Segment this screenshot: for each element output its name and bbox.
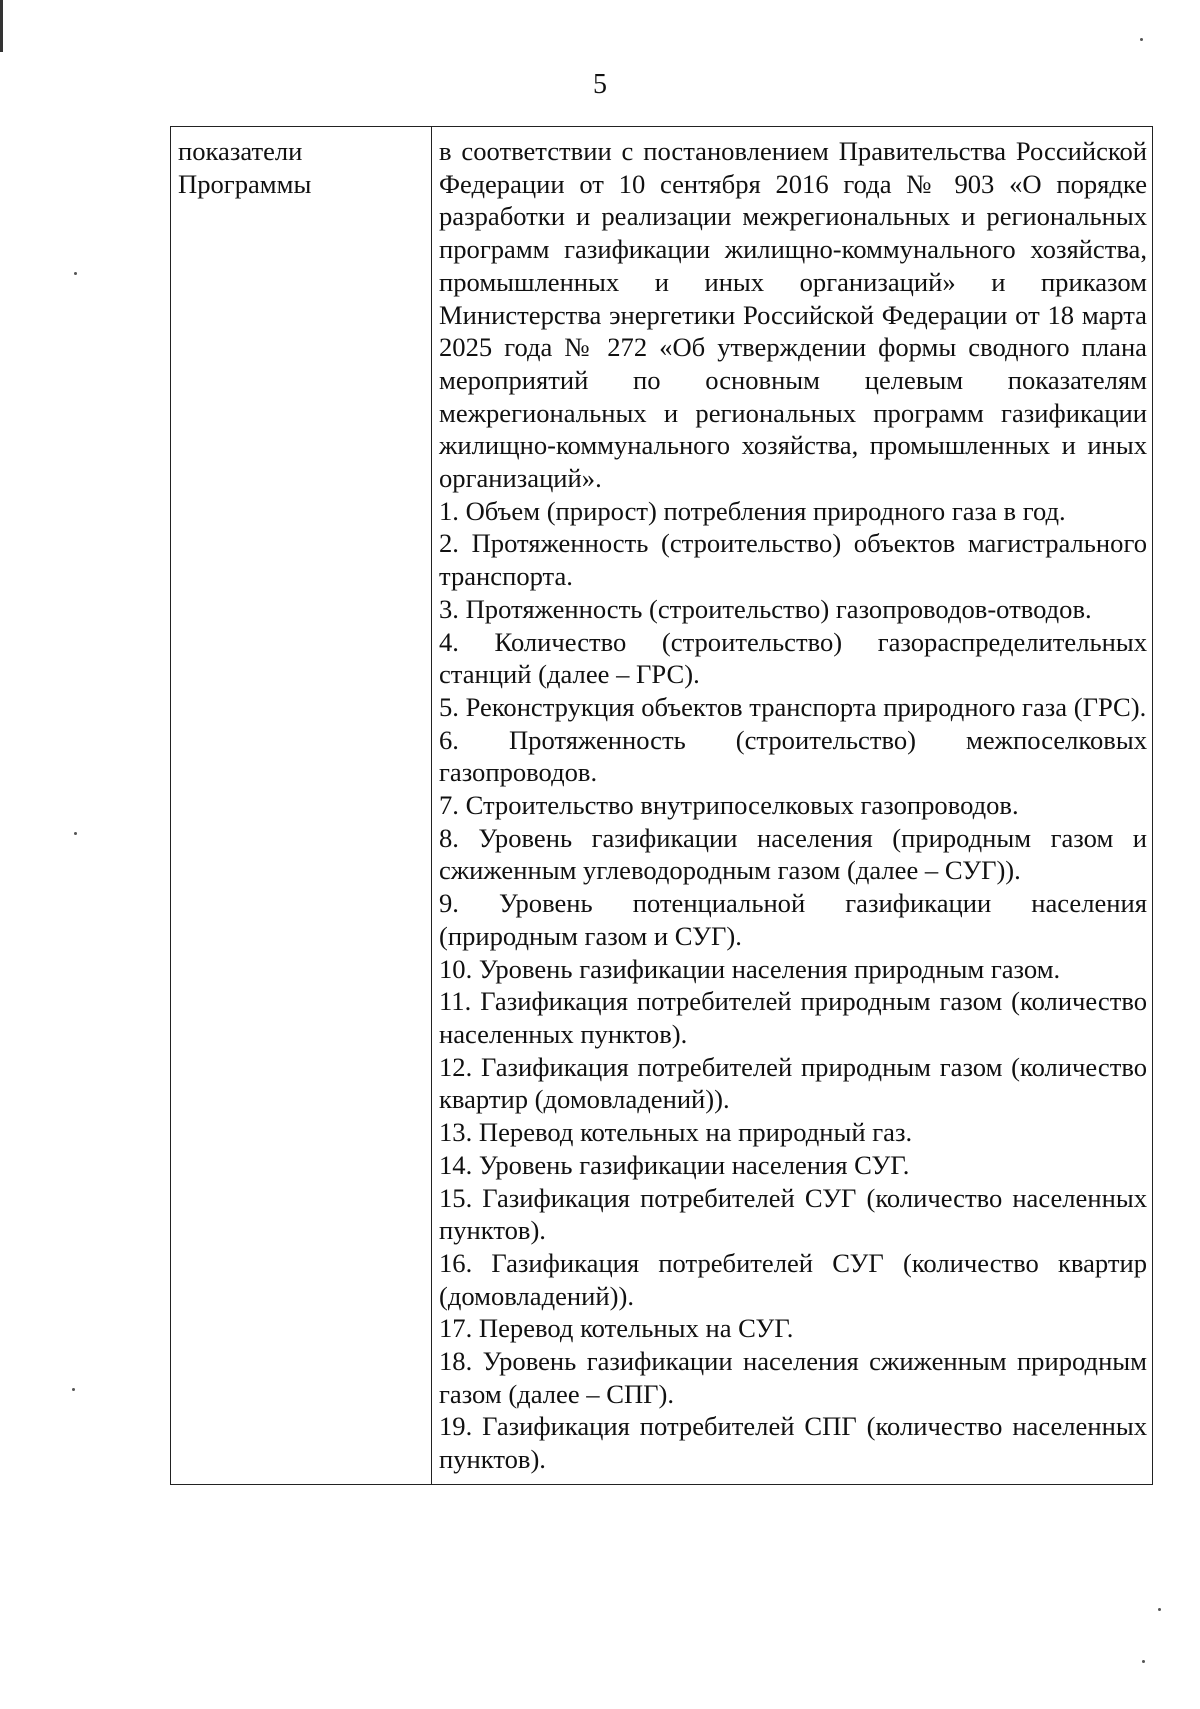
scan-speck xyxy=(1158,1608,1161,1611)
indicator-item: 17. Перевод котельных на СУГ. xyxy=(439,1313,794,1344)
indicator-item: 3. Протяженность (строительство) газопроводов-отводов. xyxy=(439,593,1092,624)
indicator-item: 8. Уровень газификации населения (природным газом и сжиженным углеводородным газом (далее – СУГ)). xyxy=(439,822,1147,886)
indicator-item: 5. Реконструкция объектов транспорта природного газа (ГРС). xyxy=(439,691,1147,722)
program-indicators-table xyxy=(170,126,1153,1485)
indicator-item: 19. Газификация потребителей СПГ (количество населенных пунктов). xyxy=(439,1411,1147,1475)
indicator-item: 16. Газификация потребителей СУГ (количество квартир (домовладений)). xyxy=(439,1247,1147,1311)
scan-speck xyxy=(1142,1660,1145,1663)
scan-speck xyxy=(74,272,77,275)
indicator-item: 6. Протяженность (строительство) межпоселковых газопроводов. xyxy=(439,724,1147,788)
indicator-item: 4. Количество (строительство) газораспределительных станций (далее – ГРС). xyxy=(439,626,1147,690)
scan-speck xyxy=(72,1388,75,1391)
indicator-item: 13. Перевод котельных на природный газ. xyxy=(439,1117,913,1148)
indicator-item: 15. Газификация потребителей СУГ (количество населенных пунктов). xyxy=(439,1182,1147,1246)
scan-speck xyxy=(74,832,77,835)
page-number: 5 xyxy=(593,69,607,100)
row-content-cell xyxy=(432,127,1153,1485)
intro-paragraph: в соответствии с постановлением Правительства Российской Федерации от 10 сентября 2016 года № 903 «О порядке разработки и реализации межрегиональных и региональных программ газификации жилищно-коммунального хозяйства, промышленных и иных организаций» и приказом Министерства энергетики Российской Федерации от 18 марта 2025 года № 272 «Об утверждении формы сводного плана мероприятий по основным целевым показателям межрегиональных и региональных программ газификации жилищно-коммунального хозяйства, промышленных и иных организаций». xyxy=(439,136,1147,494)
indicator-item: 18. Уровень газификации населения сжиженным природным газом (далее – СПГ). xyxy=(439,1346,1147,1409)
indicator-item: 1. Объем (прирост) потребления природного газа в год. xyxy=(439,495,1066,526)
indicator-item: 14. Уровень газификации населения СУГ. xyxy=(439,1149,910,1180)
table-row xyxy=(171,127,1153,1485)
indicator-item: 7. Строительство внутрипоселковых газопроводов. xyxy=(439,790,1019,821)
indicator-item: 12. Газификация потребителей природным газом (количество квартир (домовладений)). xyxy=(439,1051,1147,1115)
indicator-item: 9. Уровень потенциальной газификации населения (природным газом и СУГ). xyxy=(439,888,1147,951)
row-label-line: показатели xyxy=(178,136,303,166)
indicator-item: 10. Уровень газификации населения природным газом. xyxy=(439,953,1061,984)
row-label-cell xyxy=(171,127,432,1485)
indicator-item: 11. Газификация потребителей природным газом (количество населенных пунктов). xyxy=(439,986,1147,1049)
row-label-line: Программы xyxy=(178,168,312,199)
scan-speck xyxy=(1140,38,1143,41)
indicator-item: 2. Протяженность (строительство) объектов магистрального транспорта. xyxy=(439,528,1147,592)
scan-edge-mark xyxy=(0,0,3,52)
